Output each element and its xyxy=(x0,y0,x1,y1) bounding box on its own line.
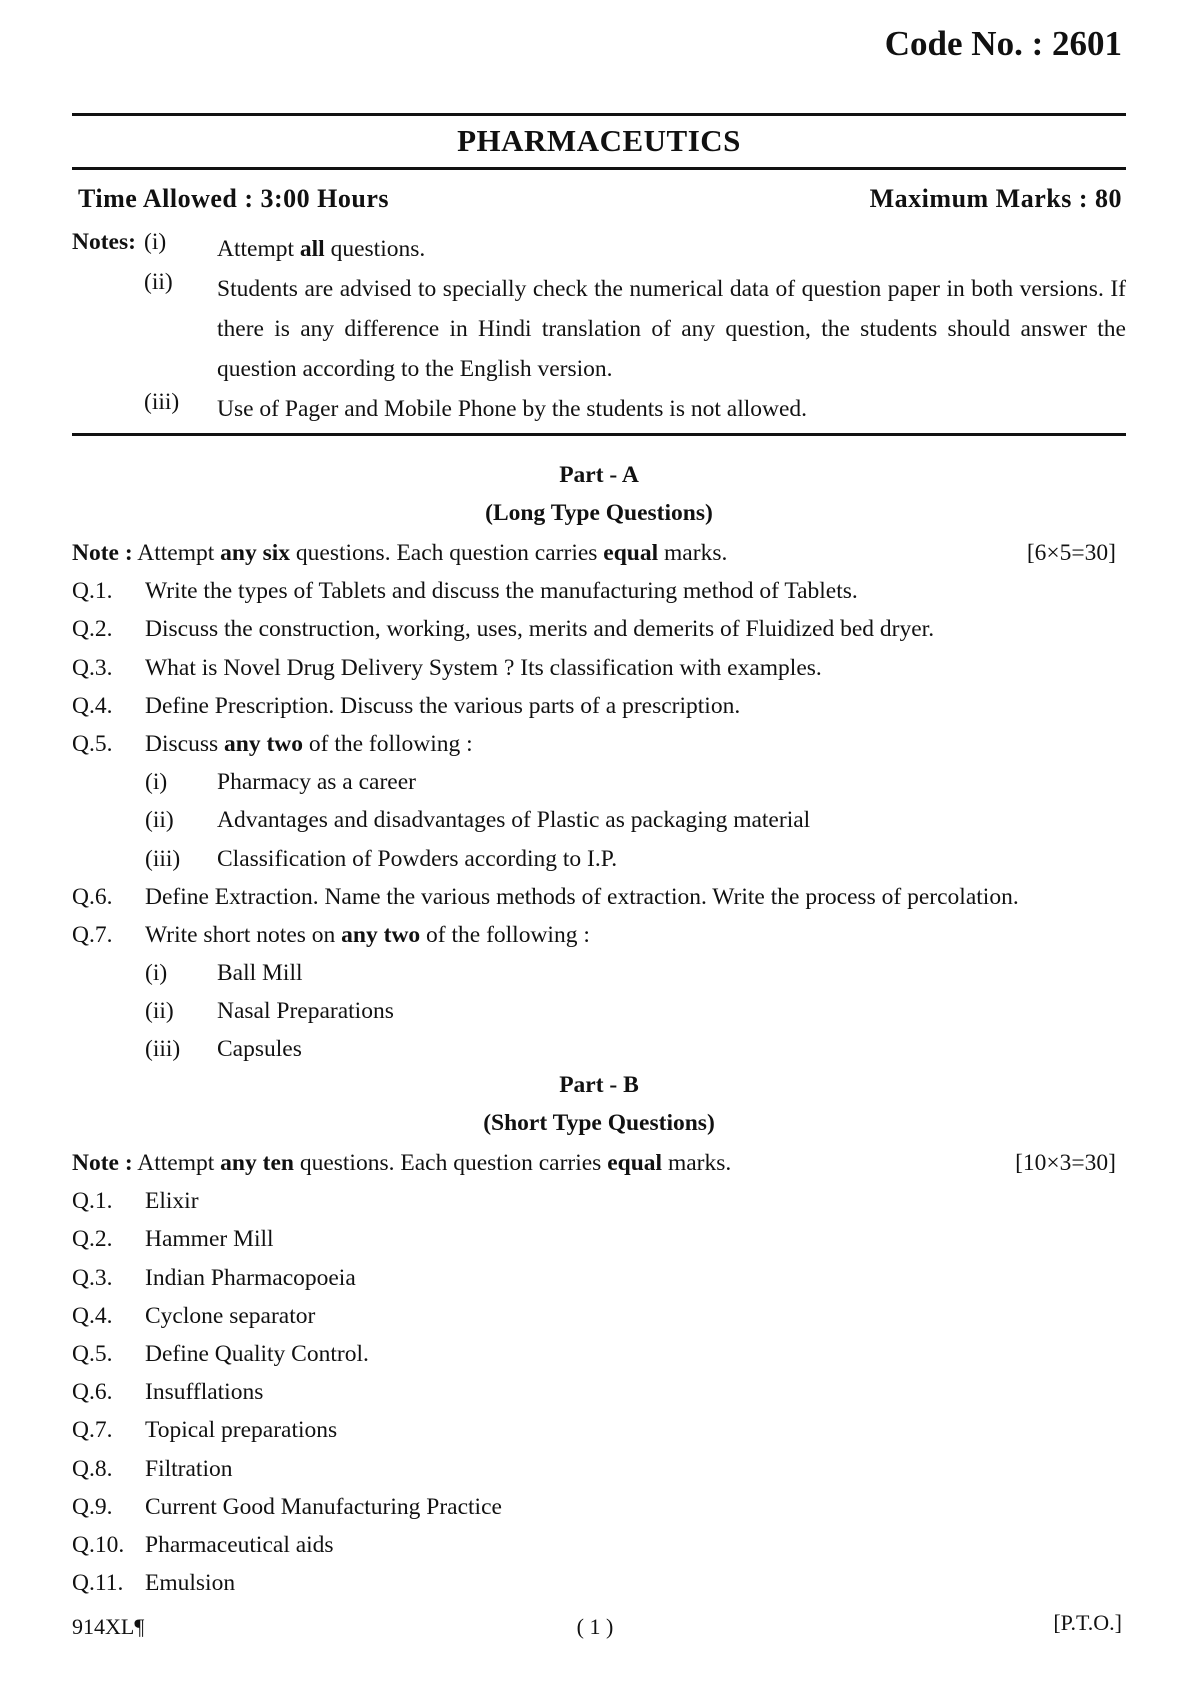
question-item: Q.1. Elixir xyxy=(72,1188,199,1215)
question-item: Q.2. Hammer Mill xyxy=(72,1226,274,1253)
question-item: Q.6. Insufflations xyxy=(72,1379,264,1406)
notes-rule xyxy=(72,433,1126,436)
subject-title: PHARMACEUTICS xyxy=(457,123,741,158)
part-a-heading: Part - A xyxy=(559,462,639,488)
note-item xyxy=(72,229,1126,269)
question-item: Q.5. Define Quality Control. xyxy=(72,1340,369,1367)
part-a-subheading: (Long Type Questions) xyxy=(485,500,713,526)
marks-allocation: [6×5=30] xyxy=(1026,540,1116,566)
part-b-questions xyxy=(72,1144,1126,1602)
sub-item: (ii) Nasal Preparations xyxy=(145,998,394,1025)
question-item: Q.11. Emulsion xyxy=(72,1570,236,1597)
question-item: Q.8. Filtration xyxy=(72,1455,233,1482)
note-text: Use of Pager and Mobile Phone by the students is not allowed. xyxy=(217,396,808,422)
question-item: Q.10. Pharmaceutical aids xyxy=(72,1531,334,1558)
time-allowed: Time Allowed : 3:00 Hours xyxy=(78,184,390,213)
question-item: Q.6. Define Extraction. Name the various methods of extraction. Write the process of percolation. xyxy=(72,883,1019,910)
note-number: (i) xyxy=(144,229,167,255)
sub-item: (iii) Capsules xyxy=(145,1036,302,1063)
question-item: Q.4. Cyclone separator xyxy=(72,1302,316,1329)
marks-allocation: [10×3=30] xyxy=(1015,1150,1116,1176)
question-item: Q.4. Define Prescription. Discuss the various parts of a prescription. xyxy=(72,692,741,719)
note-item xyxy=(72,389,1126,429)
maximum-marks: Maximum Marks : 80 xyxy=(869,184,1122,213)
note-text: Students are advised to specially check the numerical data of question paper in both versions. If there is any difference in Hindi translation of any question, the students should answer the question according to the English version. xyxy=(217,276,1126,382)
part-b-note: Note : Attempt any ten questions. Each question carries equal marks. [10×3=30] xyxy=(72,1144,1126,1182)
note-text: Attempt all questions. xyxy=(217,236,426,262)
part-a-note: Note : Attempt any six questions. Each question carries equal marks. [6×5=30] xyxy=(72,534,1126,572)
code-number: Code No. : 2601 xyxy=(884,24,1122,63)
question-item: Q.1. Write the types of Tablets and discuss the manufacturing method of Tablets. xyxy=(72,578,858,605)
question-item: Q.2. Discuss the construction, working, uses, merits and demerits of Fluidized bed dryer. xyxy=(72,616,935,643)
notes-label: Notes: xyxy=(72,229,136,255)
note-item xyxy=(72,269,1126,389)
sub-item: (ii) Advantages and disadvantages of Plastic as packaging material xyxy=(145,807,811,834)
note-number: (ii) xyxy=(144,269,173,295)
part-a-questions xyxy=(72,534,1126,1069)
part-b-heading: Part - B xyxy=(559,1072,639,1098)
sub-item: (i) Pharmacy as a career xyxy=(145,769,416,796)
note-number: (iii) xyxy=(144,389,180,415)
page-number: ( 1 ) xyxy=(576,1614,614,1639)
sub-item: (iii) Classification of Powders according to I.P. xyxy=(145,845,618,872)
question-item: Q.7. Topical preparations xyxy=(72,1417,338,1444)
sub-item: (i) Ball Mill xyxy=(145,960,303,987)
title-rule xyxy=(72,167,1126,170)
top-rule xyxy=(72,113,1126,116)
pto-label: [P.T.O.] xyxy=(1053,1610,1122,1635)
question-item: Q.9. Current Good Manufacturing Practice xyxy=(72,1493,502,1520)
paper-code: 914XL¶ xyxy=(72,1614,145,1639)
question-item: Q.3. What is Novel Drug Delivery System ? Its classification with examples. xyxy=(72,654,822,681)
question-item: Q.7. Write short notes on any two of the following : xyxy=(72,921,590,948)
question-item: Q.5. Discuss any two of the following : xyxy=(72,730,473,757)
notes-block xyxy=(72,229,1126,429)
part-b-subheading: (Short Type Questions) xyxy=(483,1110,715,1136)
question-item: Q.3. Indian Pharmacopoeia xyxy=(72,1264,356,1291)
